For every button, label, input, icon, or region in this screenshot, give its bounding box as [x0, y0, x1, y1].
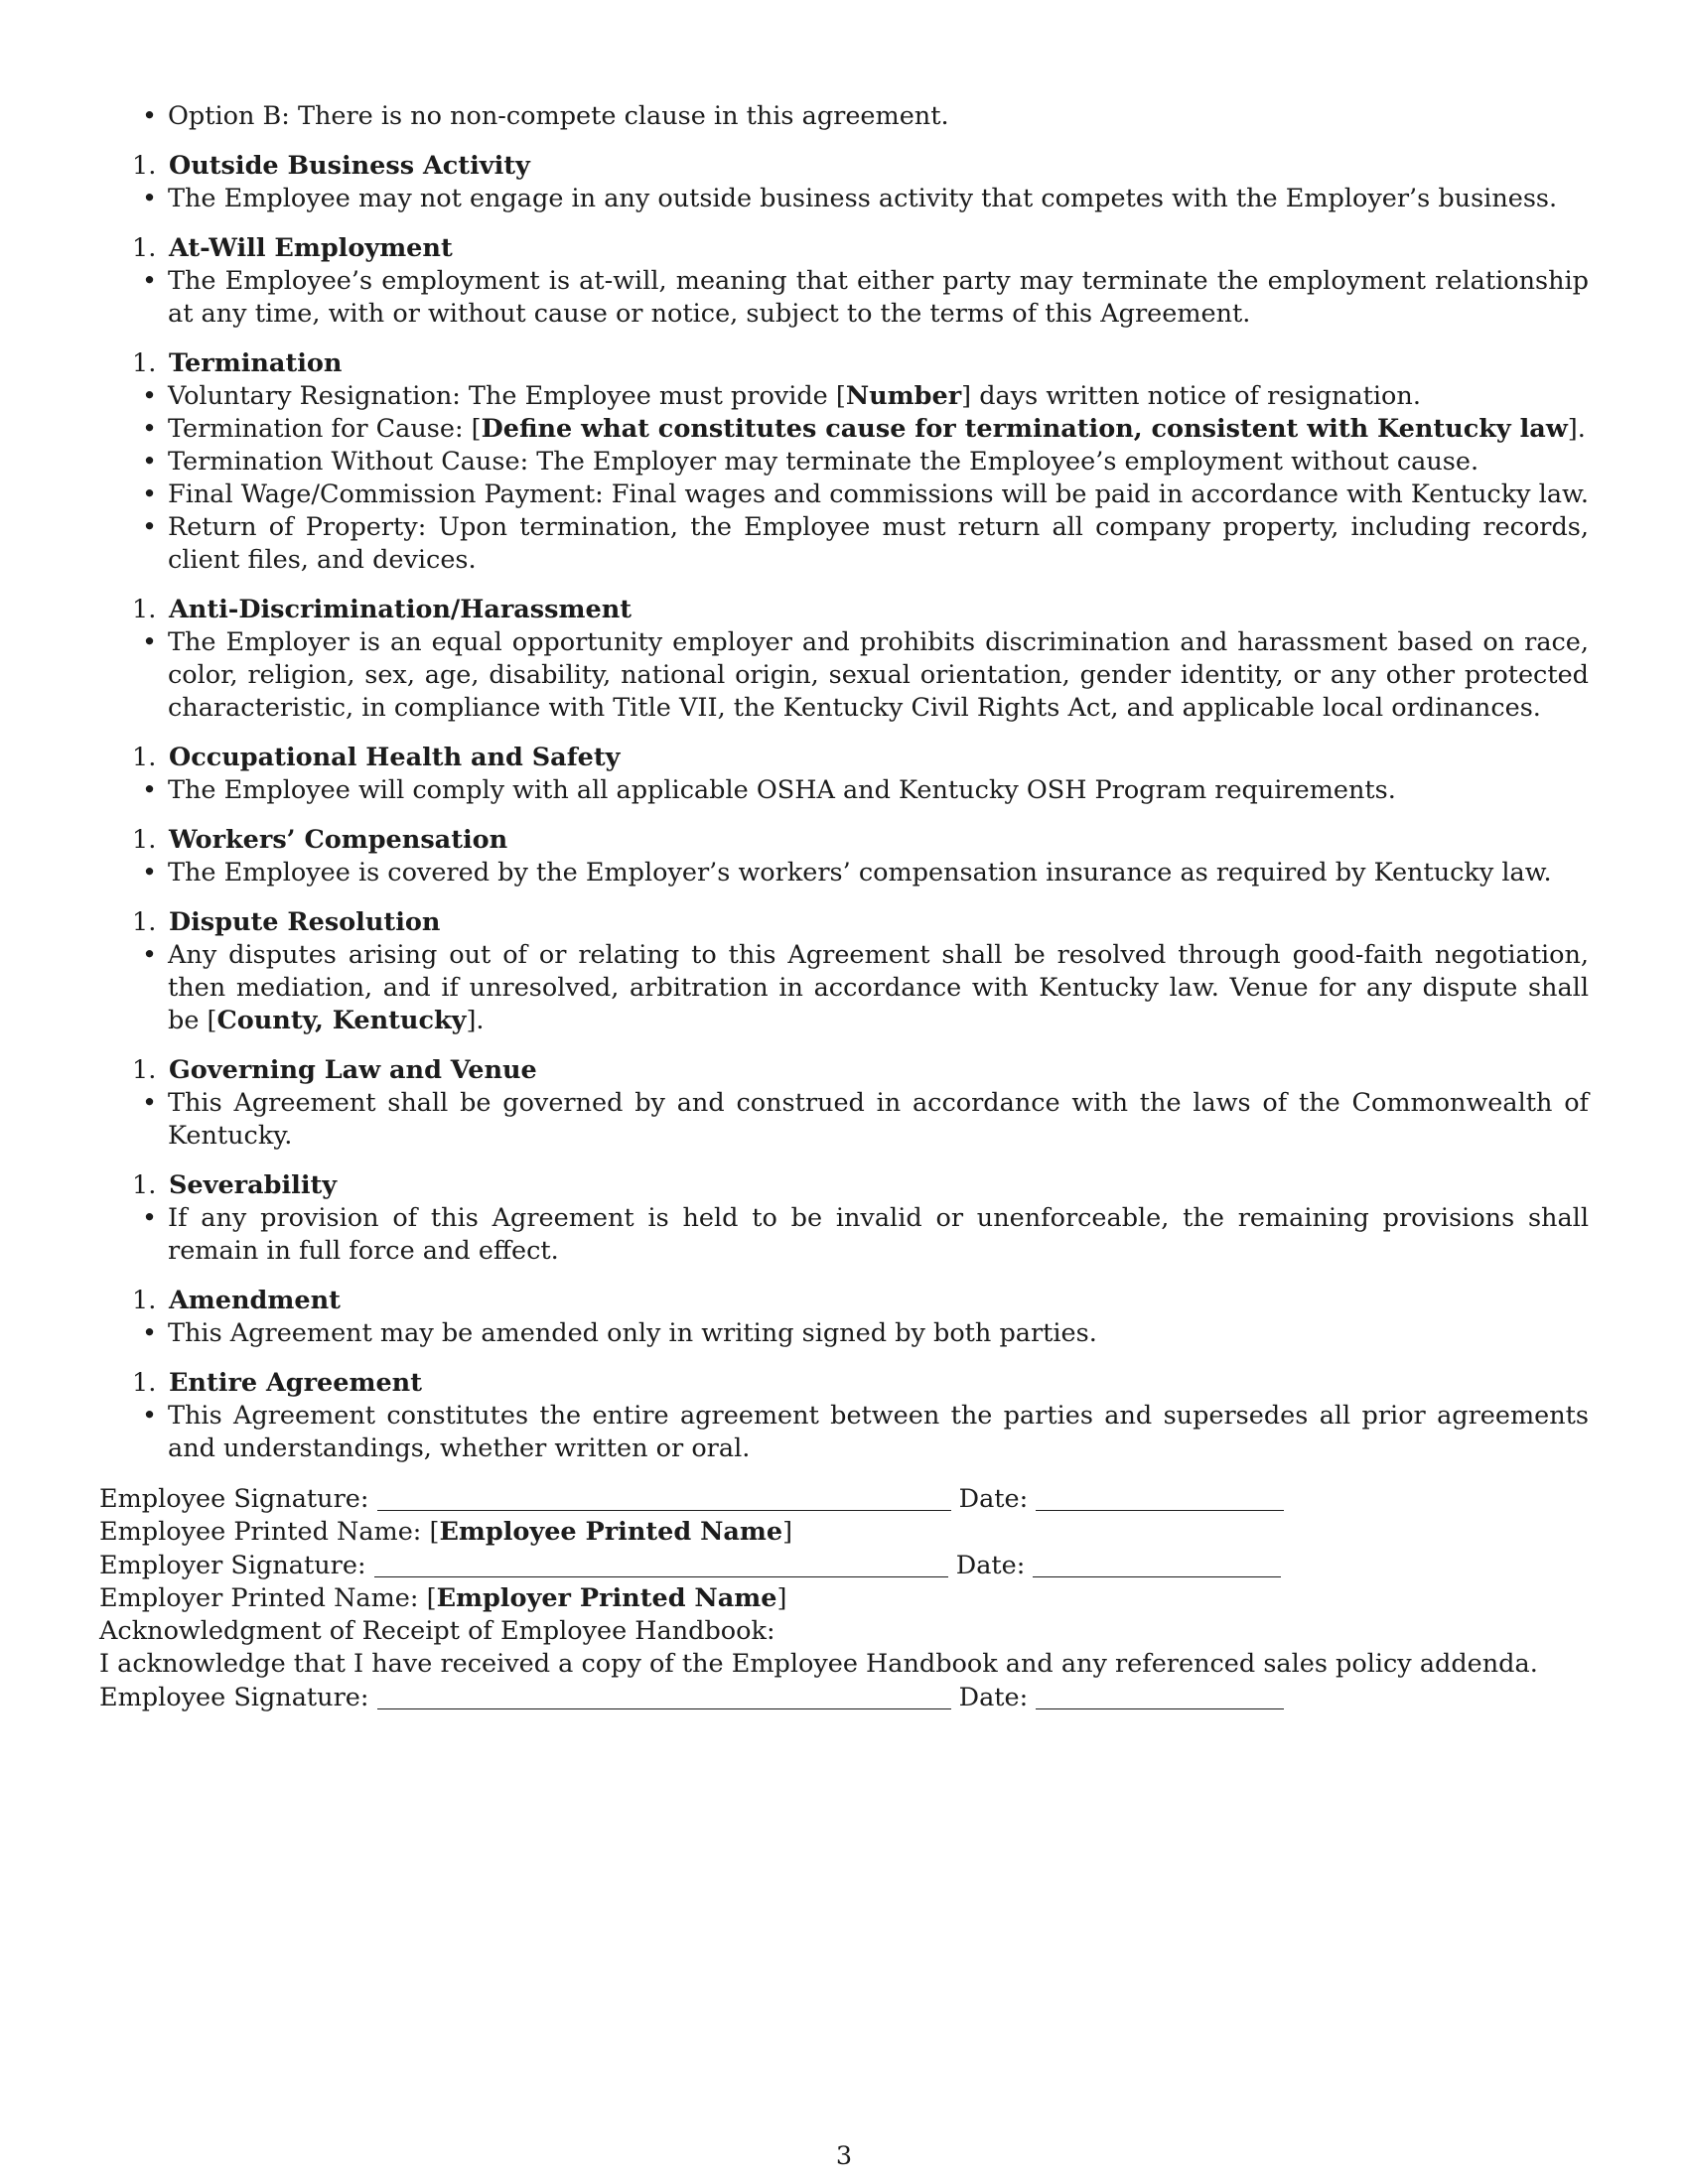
section-heading	[99, 906, 1589, 939]
section-number: 1.	[132, 825, 157, 855]
employee-date-field[interactable]	[1036, 1482, 1284, 1511]
bullet-item	[99, 939, 1589, 1037]
section-heading	[99, 1285, 1589, 1317]
section-title: Severability	[169, 1170, 338, 1200]
bullet-placeholder-bold: Number	[845, 381, 962, 411]
acknowledgment-signature-label: Employee Signature:	[99, 1683, 369, 1712]
bullet-item	[99, 100, 1589, 133]
employer-signature-line	[99, 1549, 1589, 1582]
bullet-list	[99, 1087, 1589, 1153]
section-heading	[99, 347, 1589, 380]
section-heading	[99, 824, 1589, 857]
bullet-list	[99, 183, 1589, 215]
employee-printed-name-bracket-open: [	[429, 1517, 440, 1547]
bullet-text: The Employee’s employment is at-will, meaning that either party may terminate the employment relationship at any time, with or without cause or notice, subject to the terms of this Agreement.	[168, 266, 1589, 329]
bullet-item	[99, 1202, 1589, 1268]
bullet-list	[99, 857, 1589, 889]
employee-signature-field[interactable]	[377, 1482, 951, 1511]
bullet-text: ].	[1567, 414, 1586, 444]
page-number: 3	[835, 2141, 853, 2171]
bullet-list	[99, 774, 1589, 807]
employee-printed-name-value: Employee Printed Name	[439, 1517, 783, 1547]
bullet-text: Voluntary Resignation: The Employee must provide [	[168, 381, 846, 411]
bullet-text: The Employee is covered by the Employer’s workers’ compensation insurance as required by Kentucky law.	[168, 858, 1552, 887]
employee-date-label: Date:	[958, 1484, 1029, 1514]
section-title: Entire Agreement	[169, 1368, 422, 1398]
section-title: Outside Business Activity	[169, 151, 530, 181]
signature-block	[99, 1482, 1589, 1714]
bullet-text: Option B: There is no non-compete clause in this agreement.	[168, 101, 949, 131]
section-heading	[99, 594, 1589, 626]
bullet-text: Termination Without Cause: The Employer may terminate the Employee’s employment without cause.	[168, 447, 1479, 477]
bullet-text: ].	[466, 1006, 485, 1035]
acknowledgment-text: I acknowledge that I have received a copy of the Employee Handbook and any referenced sales policy addenda.	[99, 1649, 1538, 1679]
agreement-sections	[99, 100, 1589, 1465]
bullet-list	[99, 265, 1589, 331]
employer-printed-name-label: Employer Printed Name:	[99, 1583, 419, 1613]
bullet-text: Return of Property: Upon termination, the Employee must return all company property, including records, client files, and devices.	[168, 512, 1589, 575]
bullet-text: The Employee may not engage in any outside business activity that competes with the Employer’s business.	[168, 184, 1558, 213]
bullet-item	[99, 1087, 1589, 1153]
bullet-list	[99, 1202, 1589, 1268]
section-heading	[99, 1169, 1589, 1202]
bullet-item	[99, 478, 1589, 511]
bullet-item	[99, 265, 1589, 331]
bullet-list	[99, 380, 1589, 577]
employer-printed-name-value: Employer Printed Name	[436, 1583, 777, 1613]
document-body	[99, 100, 1589, 1714]
bullet-item	[99, 1400, 1589, 1465]
section-number: 1.	[132, 1368, 157, 1398]
employer-date-label: Date:	[955, 1551, 1026, 1580]
acknowledgment-date-label: Date:	[958, 1683, 1029, 1712]
employee-signature-line	[99, 1482, 1589, 1516]
bullet-text: If any provision of this Agreement is held to be invalid or unenforceable, the remaining provisions shall remain in full force and effect.	[168, 1203, 1589, 1266]
acknowledgment-signature-line	[99, 1681, 1589, 1714]
section-number: 1.	[132, 348, 157, 378]
employer-printed-name-bracket-open: [	[426, 1583, 437, 1613]
section-title: Anti-Discrimination/Harassment	[169, 595, 633, 624]
section-title: Dispute Resolution	[169, 907, 441, 937]
employee-signature-label: Employee Signature:	[99, 1484, 369, 1514]
bullet-text: Final Wage/Commission Payment: Final wages and commissions will be paid in accordance with Kentucky law.	[168, 479, 1589, 509]
bullet-text: This Agreement constitutes the entire agreement between the parties and supersedes all prior agreements and understandings, whether written or oral.	[168, 1401, 1589, 1463]
section-number: 1.	[132, 1055, 157, 1085]
bullet-text: This Agreement shall be governed by and construed in accordance with the laws of the Commonwealth of Kentucky.	[168, 1088, 1589, 1151]
employer-printed-name-line	[99, 1582, 1589, 1615]
section-number: 1.	[132, 595, 157, 624]
section-heading	[99, 742, 1589, 774]
bullet-item	[99, 774, 1589, 807]
bullet-item	[99, 857, 1589, 889]
acknowledgment-signature-field[interactable]	[377, 1681, 951, 1709]
section-number: 1.	[132, 1286, 157, 1315]
bullet-text: Termination for Cause: [	[168, 414, 482, 444]
bullet-text: The Employer is an equal opportunity employer and prohibits discrimination and harassment based on race, color, religion, sex, age, disability, national origin, sexual orientation, gender identity, or any other protected characteristic, in compliance with Title VII, the Kentucky Civil Rights Act, and applicable local ordinances.	[168, 627, 1589, 723]
bullet-list	[99, 100, 1589, 133]
section-heading	[99, 1054, 1589, 1087]
bullet-placeholder-bold: County, Kentucky	[216, 1006, 467, 1035]
employer-date-field[interactable]	[1033, 1549, 1281, 1577]
bullet-item	[99, 183, 1589, 215]
bullet-item	[99, 446, 1589, 478]
bullet-placeholder-bold: Define what constitutes cause for termination, consistent with Kentucky law	[481, 414, 1568, 444]
section-title: Amendment	[169, 1286, 341, 1315]
section-title: Termination	[169, 348, 343, 378]
bullet-text: Any disputes arising out of or relating to this Agreement shall be resolved through good-faith negotiation, then mediation, and if unresolved, arbitration in accordance with Kentucky law. Venue for any dispute shall be [	[168, 940, 1589, 1035]
section-number: 1.	[132, 151, 157, 181]
acknowledgment-title: Acknowledgment of Receipt of Employee Handbook:	[99, 1616, 775, 1646]
section-number: 1.	[132, 233, 157, 263]
bullet-item	[99, 511, 1589, 577]
acknowledgment-date-field[interactable]	[1036, 1681, 1284, 1709]
section-title: At-Will Employment	[169, 233, 453, 263]
section-heading	[99, 232, 1589, 265]
bullet-item	[99, 413, 1589, 446]
bullet-item	[99, 380, 1589, 413]
section-title: Governing Law and Venue	[169, 1055, 537, 1085]
section-title: Occupational Health and Safety	[169, 743, 621, 772]
bullet-item	[99, 1317, 1589, 1350]
section-title: Workers’ Compensation	[169, 825, 508, 855]
bullet-text: ] days written notice of resignation.	[961, 381, 1421, 411]
employer-signature-field[interactable]	[374, 1549, 948, 1577]
section-number: 1.	[132, 743, 157, 772]
bullet-list	[99, 939, 1589, 1037]
employer-printed-name-bracket-close: ]	[776, 1583, 787, 1613]
bullet-list	[99, 1400, 1589, 1465]
section-heading	[99, 1367, 1589, 1400]
bullet-text: The Employee will comply with all applicable OSHA and Kentucky OSH Program requirements.	[168, 775, 1396, 805]
section-number: 1.	[132, 1170, 157, 1200]
employer-signature-label: Employer Signature:	[99, 1551, 366, 1580]
employee-printed-name-bracket-close: ]	[782, 1517, 793, 1547]
bullet-list	[99, 1317, 1589, 1350]
employee-printed-name-line	[99, 1516, 1589, 1549]
bullet-text: This Agreement may be amended only in writing signed by both parties.	[168, 1318, 1097, 1348]
employee-printed-name-label: Employee Printed Name:	[99, 1517, 422, 1547]
bullet-list	[99, 626, 1589, 725]
section-number: 1.	[132, 907, 157, 937]
section-heading	[99, 150, 1589, 183]
bullet-item	[99, 626, 1589, 725]
